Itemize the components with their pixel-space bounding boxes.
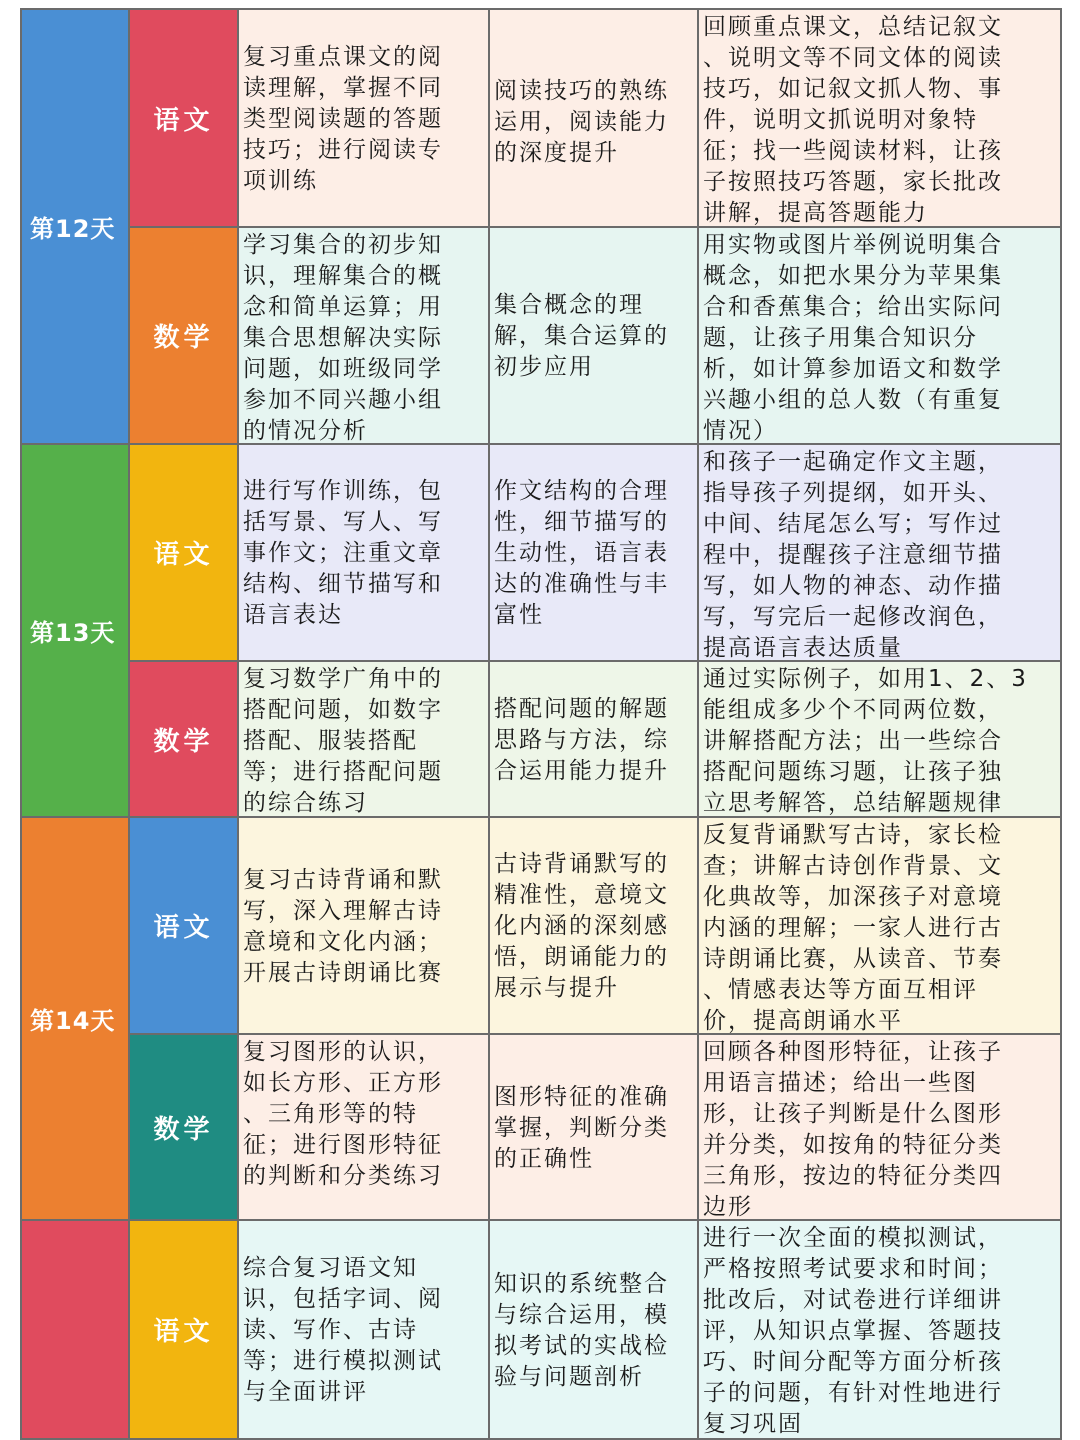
focus-text: 古诗背诵默写的 精准性，意境文 化内涵的深刻感 悟，朗诵能力的 展示与提升: [494, 851, 669, 1001]
focus-cell: [488, 660, 699, 818]
subject-cell: [128, 8, 239, 228]
method-cell: [697, 1219, 1062, 1440]
focus-cell: [488, 1033, 699, 1221]
subject-cell: [128, 443, 239, 662]
subject-cell: [128, 226, 239, 445]
method-cell: [697, 226, 1062, 445]
subject-label: 数学: [153, 1114, 214, 1145]
content-text: 综合复习语文知 识，包括字词、阅 读、写作、古诗 等；进行模拟测试 与全面讲评: [243, 1255, 443, 1405]
focus-text: 搭配问题的解题 思路与方法，综 合运用能力提升: [494, 695, 669, 784]
content-text: 学习集合的初步知 识，理解集合的概 念和简单运算；用 集合思想解决实际 问题，如班级同学 参加不同兴趣小组 的情况分析: [243, 232, 443, 444]
content-text: 复习重点课文的阅 读理解，掌握不同 类型阅读题的答题 技巧；进行阅读专 项训练: [243, 43, 443, 194]
method-cell: [697, 8, 1062, 228]
subject-cell: [128, 1033, 239, 1221]
method-cell: [697, 660, 1062, 818]
method-text: 回顾各种图形特征，让孩子 用语言描述；给出一些图 形，让孩子判断是什么图形 并分类，如按角的特征分类 三角形，按边的特征分类四 边形: [703, 1039, 1003, 1220]
subject-label: 语文: [153, 105, 214, 136]
day-cell-14: [20, 816, 130, 1221]
method-text: 回顾重点课文，总结记叙文 、说明文等不同文体的阅读 技巧，如记叙文抓人物、事 件，说明文抓说明对象特 征；找一些阅读材料，让孩 子按照技巧答题，家长批改 讲解，提高答题能力: [703, 14, 1003, 226]
focus-cell: [488, 226, 699, 445]
day-label: 第14天: [30, 1007, 116, 1035]
content-cell: [237, 1033, 490, 1221]
method-cell: [697, 1033, 1062, 1221]
content-text: 进行写作训练，包 括写景、写人、写 事作文；注重文章 结构、细节描写和 语言表达: [243, 478, 443, 628]
day-label: 第12天: [30, 215, 116, 243]
method-text: 进行一次全面的模拟测试， 严格按照考试要求和时间； 批改后，对试卷进行详细讲 评，从知识点掌握、答题技 巧、时间分配等方面分析孩 子的问题，有针对性地进行 复习巩固: [703, 1225, 1003, 1437]
method-cell: [697, 443, 1062, 662]
subject-label: 语文: [153, 913, 214, 943]
content-text: 复习古诗背诵和默 写，深入理解古诗 意境和文化内涵； 开展古诗朗诵比赛: [243, 866, 443, 986]
content-text: 复习图形的认识， 如长方形、正方形 、三角形等的特 征；进行图形特征 的判断和分类练习: [243, 1039, 443, 1189]
focus-text: 阅读技巧的熟练 运用，阅读能力 的深度提升: [494, 78, 669, 166]
content-cell: [237, 226, 490, 445]
method-text: 和孩子一起确定作文主题， 指导孩子列提纲，如开头、 中间、结尾怎么写；写作过 程中，提醒孩子注意细节描 写，如人物的神态、动作描 写，写完后一起修改润色， 提高语言表达质量: [703, 449, 1003, 661]
content-cell: [237, 1219, 490, 1440]
subject-cell: [128, 1219, 239, 1440]
content-cell: [237, 443, 490, 662]
day-label: 第13天: [30, 619, 116, 647]
focus-text: 图形特征的准确 掌握，判断分类 的正确性: [494, 1083, 669, 1172]
focus-text: 作文结构的合理 性，细节描写的 生动性，语言表 达的准确性与丰 富性: [494, 478, 669, 628]
day-cell-13: [20, 443, 130, 818]
content-text: 复习数学广角中的 搭配问题，如数字 搭配、服装搭配 等；进行搭配问题 的综合练习: [243, 666, 443, 816]
subject-label: 数学: [153, 726, 214, 757]
day-cell-15: [20, 1219, 130, 1440]
focus-cell: [488, 8, 699, 228]
content-cell: [237, 816, 490, 1035]
method-cell: [697, 816, 1062, 1035]
subject-label: 数学: [153, 323, 214, 353]
day-cell-12: [20, 8, 130, 445]
method-text: 反复背诵默写古诗，家长检 查；讲解古诗创作背景、文 化典故等，加深孩子对意境 内涵的理解；一家人进行古 诗朗诵比赛，从读音、节奏 、情感表达等方面互相评 价，提高朗诵水平: [703, 822, 1003, 1034]
subject-cell: [128, 660, 239, 818]
focus-text: 集合概念的理 解，集合运算的 初步应用: [494, 292, 669, 380]
subject-label: 语文: [153, 1317, 214, 1347]
content-cell: [237, 660, 490, 818]
focus-cell: [488, 1219, 699, 1440]
subject-label: 语文: [153, 540, 214, 570]
content-cell: [237, 8, 490, 228]
method-text: 通过实际例子，如用1、2、3 能组成多少个不同两位数， 讲解搭配方法；出一些综合 搭配问题练习题，让孩子独 立思考解答，总结解题规律: [703, 666, 1028, 816]
focus-cell: [488, 443, 699, 662]
method-text: 用实物或图片举例说明集合 概念，如把水果分为苹果集 合和香蕉集合；给出实际问 题，让孩子用集合知识分 析，如计算参加语文和数学 兴趣小组的总人数（有重复 情况）: [703, 232, 1003, 444]
focus-cell: [488, 816, 699, 1035]
focus-text: 知识的系统整合 与综合运用，模 拟考试的实战检 验与问题剖析: [494, 1270, 669, 1390]
subject-cell: [128, 816, 239, 1035]
